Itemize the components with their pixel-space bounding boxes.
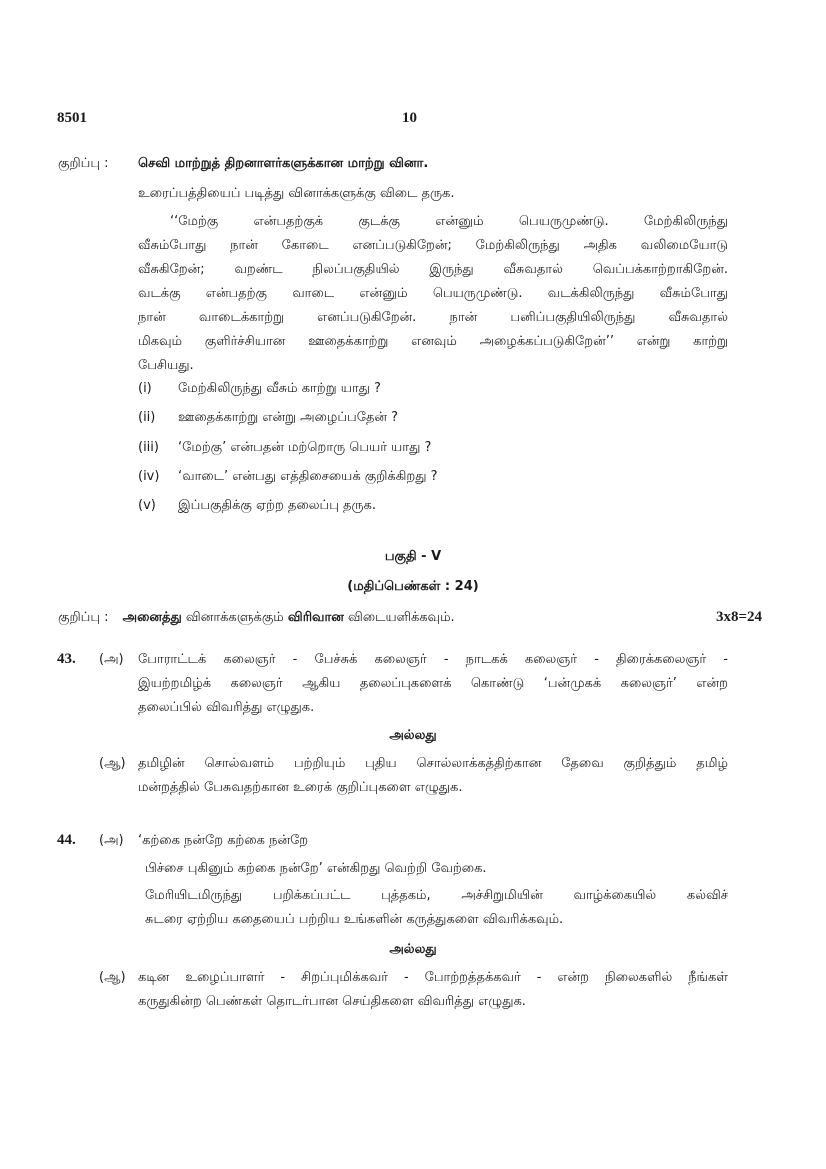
note2-bold-detailed: விரிவான	[287, 610, 344, 625]
text-line: கருதுகின்ற பெண்கள் தொடர்பான செய்திகளை விவரித்து எழுதுக.	[138, 994, 526, 1009]
passage-line: ‘‘மேற்கு என்பதற்குக் குடக்கு என்னும் பெயருமுண்டு. மேற்கிலிருந்து	[170, 214, 728, 229]
text-line: போராட்டக் கலைஞர் - பேச்சுக் கலைஞர் - நாடகக் கலைஞர் - திரைக்கலைஞர் -	[138, 652, 728, 667]
q43-b-text	[138, 752, 728, 800]
note2-bold-all: அனைத்து	[122, 610, 182, 625]
section-marks: (மதிப்பெண்கள் : 24)	[347, 579, 479, 594]
question-number: (i)	[138, 381, 152, 396]
q43-number: 43.	[57, 651, 76, 667]
passage-line: நான் வாடைக்காற்று எனப்படுகிறேன். நான் பனிப்பகுதியிலிருந்து வீசுவதால்	[138, 310, 728, 325]
text-line: இயற்றமிழ்க் கலைஞர் ஆகிய தலைப்புகளைக் கொண்டு ‘பன்முகக் கலைஞர்’ என்ற	[138, 676, 728, 691]
q43-b-label: (ஆ)	[99, 756, 126, 771]
question-text: ‘மேற்கு’ என்பதன் மற்றொரு பெயர் யாது ?	[178, 440, 432, 455]
passage-line: வடக்கு என்பதற்கு வாடை என்னும் பெயருமுண்டு. வடக்கிலிருந்து வீசும்போது	[138, 286, 728, 301]
question-text: மேற்கிலிருந்து வீசும் காற்று யாது ?	[178, 381, 381, 396]
page-number: 10	[402, 110, 417, 126]
text-line: மன்றத்தில் பேசுவதற்கான உரைக் குறிப்புகளை எழுதுக.	[138, 780, 463, 795]
passage-line: வீசுகிறேன்; வறண்ட நிலப்பகுதியில் இருந்து வீசுவதால் வெப்பக்காற்றாகிறேன்.	[138, 262, 728, 277]
question-number: (ii)	[138, 410, 156, 425]
question-text: ‘வாடை’ என்பது எத்திசையைக் குறிக்கிறது ?	[178, 469, 438, 484]
question-text: ஊதைக்காற்று என்று அழைப்பதேன் ?	[178, 410, 399, 425]
q43-a-label: (அ)	[99, 652, 124, 667]
text-line: சுடரை ஏற்றிய கதையைப் பற்றிய உங்களின் கருத்துகளை விவரிக்கவும்.	[145, 912, 564, 927]
passage-line: மிகவும் குளிர்ச்சியான ஊதைக்காற்று எனவும் அழைக்கப்படுகிறேன்’’ என்று காற்று	[138, 334, 728, 349]
question-text: இப்பகுதிக்கு ஏற்ற தலைப்பு தருக.	[178, 498, 376, 513]
text-line: மேரியிடமிருந்து பறிக்கப்பட்ட புத்தகம், அச்சிறுமியின் வாழ்க்கையில் கல்விச்	[145, 888, 728, 903]
q44-number: 44.	[57, 832, 76, 848]
q44-or: அல்லது	[389, 942, 437, 957]
passage-line: வீசும்போது நான் கோடை எனப்படுகிறேன்; மேற்கிலிருந்து அதிக வலிமையோடு	[138, 238, 728, 253]
note1-text: செவி மாற்றுத் திறனாளர்களுக்கான மாற்று வினா.	[138, 156, 429, 171]
note1-label: குறிப்பு :	[58, 156, 109, 171]
question-number: (v)	[138, 498, 156, 513]
section-title: பகுதி - V	[384, 549, 442, 564]
note2-line	[58, 606, 455, 630]
q44-a-label: (அ)	[99, 833, 124, 848]
note2-text: விடையளிக்கவும்.	[348, 610, 455, 625]
q44-a-text	[145, 884, 728, 932]
passage	[138, 210, 728, 378]
note1-instruction: உரைப்பத்தியைப் படித்து வினாக்களுக்கு விடை தருக.	[138, 186, 455, 201]
q44-b-text	[138, 966, 728, 1014]
q43-a-text	[138, 648, 728, 720]
paper-code: 8501	[57, 110, 87, 126]
text-line: தமிழின் சொல்வளம் பற்றியும் புதிய சொல்லாக்கத்திற்கான தேவை குறித்தும் தமிழ்	[138, 756, 728, 771]
text-line: தலைப்பில் விவரித்து எழுதுக.	[138, 700, 315, 715]
q44-b-label: (ஆ)	[99, 970, 126, 985]
text-line: கடின உழைப்பாளர் - சிறப்புமிக்கவர் - போற்றத்தக்கவர் - என்ற நிலைகளில் நீங்கள்	[138, 970, 728, 985]
q44-a-quote-line1: ‘கற்கை நன்றே கற்கை நன்றே	[138, 833, 309, 848]
note2-label: குறிப்பு :	[58, 610, 109, 625]
note2-score: 3x8=24	[716, 609, 763, 625]
note2-text: வினாக்களுக்கும்	[185, 610, 284, 625]
q43-or: அல்லது	[389, 728, 437, 743]
question-number: (iv)	[138, 469, 160, 484]
q44-a-quote-line2: பிச்சை புகினும் கற்கை நன்றே’ என்கிறது வெற்றி வேற்கை.	[145, 861, 487, 876]
passage-line: பேசியது.	[138, 358, 194, 373]
question-number: (iii)	[138, 440, 159, 455]
